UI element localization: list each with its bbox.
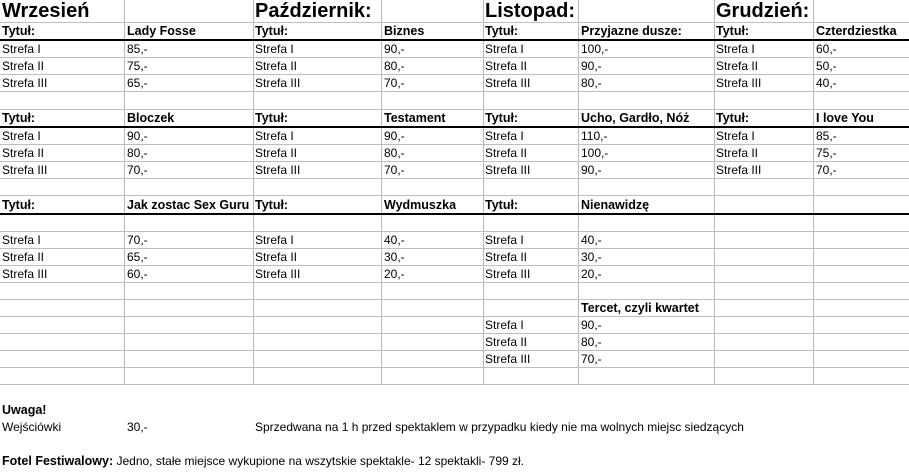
zone-label[interactable]: Strefa III: [485, 163, 531, 177]
price-cell[interactable]: 90,-: [581, 59, 602, 73]
zone-label[interactable]: Strefa III: [716, 163, 762, 177]
zone-label[interactable]: Strefa III: [485, 76, 531, 90]
zone-label[interactable]: Strefa II: [2, 146, 45, 160]
price-cell[interactable]: 85,-: [816, 129, 837, 143]
zone-label[interactable]: Strefa III: [255, 163, 301, 177]
zone-label[interactable]: Strefa II: [485, 335, 528, 349]
price-cell[interactable]: 90,-: [384, 129, 405, 143]
price-cell[interactable]: 20,-: [384, 267, 405, 281]
gridline: [0, 178, 909, 179]
zone-label[interactable]: Strefa III: [255, 76, 301, 90]
month-header-december[interactable]: Grudzień:: [716, 0, 810, 22]
show-title[interactable]: Tercet, czyli kwartet: [581, 301, 699, 315]
price-cell[interactable]: 30,-: [581, 250, 602, 264]
price-cell[interactable]: 80,-: [384, 59, 405, 73]
price-cell[interactable]: 40,-: [581, 233, 602, 247]
gridline: [0, 195, 909, 196]
zone-label[interactable]: Strefa III: [716, 76, 762, 90]
price-cell[interactable]: 110,-: [581, 129, 608, 143]
price-cell[interactable]: 80,-: [127, 146, 148, 160]
zone-label[interactable]: Strefa III: [255, 267, 301, 281]
title-label[interactable]: Tytuł:: [255, 111, 289, 125]
zone-label[interactable]: Strefa II: [255, 59, 298, 73]
notice-heading[interactable]: Uwaga!: [2, 403, 47, 417]
gridline: [0, 333, 909, 334]
price-cell[interactable]: 90,-: [581, 163, 602, 177]
zone-label[interactable]: Strefa III: [2, 163, 48, 177]
price-cell[interactable]: 50,-: [816, 59, 837, 73]
price-cell[interactable]: 40,-: [816, 76, 837, 90]
zone-label[interactable]: Strefa I: [2, 129, 41, 143]
title-label[interactable]: Tytuł:: [716, 24, 750, 38]
price-cell[interactable]: 70,-: [816, 163, 837, 177]
price-cell[interactable]: 85,-: [127, 42, 148, 56]
month-header-october[interactable]: Październik:: [255, 0, 372, 22]
zone-label[interactable]: Strefa II: [716, 146, 759, 160]
title-label[interactable]: Tytuł:: [2, 198, 36, 212]
zone-label[interactable]: Strefa I: [485, 129, 524, 143]
gridline: [0, 384, 909, 385]
zone-label[interactable]: Strefa III: [2, 76, 48, 90]
price-cell[interactable]: 80,-: [581, 335, 602, 349]
ticket-price[interactable]: 30,-: [127, 420, 148, 434]
zone-label[interactable]: Strefa II: [255, 250, 298, 264]
festival-seat-label: Fotel Festiwalowy:: [2, 454, 114, 468]
price-cell[interactable]: 75,-: [127, 59, 148, 73]
title-label[interactable]: Tytuł:: [716, 111, 750, 125]
zone-label[interactable]: Strefa II: [2, 250, 45, 264]
title-label[interactable]: Tytuł:: [255, 198, 289, 212]
zone-label[interactable]: Strefa I: [716, 42, 755, 56]
price-cell[interactable]: 70,-: [127, 233, 148, 247]
price-cell[interactable]: 20,-: [581, 267, 602, 281]
title-label[interactable]: Tytuł:: [2, 111, 36, 125]
price-cell[interactable]: 100,-: [581, 42, 609, 56]
show-title[interactable]: Przyjazne dusze:: [581, 24, 682, 38]
gridline: [0, 367, 909, 368]
zone-label[interactable]: Strefa II: [485, 250, 528, 264]
price-cell[interactable]: 65,-: [127, 76, 148, 90]
title-label[interactable]: Tytuł:: [485, 24, 519, 38]
ticket-description[interactable]: Sprzedwana na 1 h przed spektaklem w przypadku kiedy nie ma wolnych miejsc siedzących: [255, 420, 744, 434]
show-title[interactable]: Ucho, Gardło, Nóż: [581, 111, 690, 125]
show-title[interactable]: Wydmuszka: [384, 198, 457, 212]
title-label[interactable]: Tytuł:: [255, 24, 289, 38]
festival-seat-note[interactable]: [0, 453, 909, 469]
title-label[interactable]: Tytuł:: [2, 24, 36, 38]
title-label[interactable]: Tytuł:: [485, 111, 519, 125]
zone-label[interactable]: Strefa III: [2, 267, 48, 281]
zone-label[interactable]: Strefa II: [255, 146, 298, 160]
gridline: [0, 350, 909, 351]
festival-seat-description: Jedno, stałe miejsce wykupione na wszytskie spektakle- 12 spektakli- 799 zł.: [113, 454, 524, 468]
price-cell[interactable]: 70,-: [127, 163, 148, 177]
show-title[interactable]: Biznes: [384, 24, 425, 38]
zone-label[interactable]: Strefa I: [255, 233, 294, 247]
price-cell[interactable]: 70,-: [384, 163, 405, 177]
price-cell[interactable]: 80,-: [384, 146, 405, 160]
zone-label[interactable]: Strefa III: [485, 267, 531, 281]
zone-label[interactable]: Strefa I: [485, 233, 524, 247]
price-cell[interactable]: 60,-: [127, 267, 148, 281]
price-cell[interactable]: 70,-: [581, 352, 602, 366]
zone-label[interactable]: Strefa I: [2, 233, 41, 247]
price-cell[interactable]: 60,-: [816, 42, 837, 56]
gridline: [0, 316, 909, 317]
zone-label[interactable]: Strefa I: [2, 42, 41, 56]
price-cell[interactable]: 100,-: [581, 146, 609, 160]
zone-label[interactable]: Strefa I: [255, 42, 294, 56]
price-cell[interactable]: 70,-: [384, 76, 405, 90]
zone-label[interactable]: Strefa I: [485, 318, 524, 332]
price-cell[interactable]: 90,-: [581, 318, 602, 332]
zone-label[interactable]: Strefa I: [716, 129, 755, 143]
price-cell[interactable]: 40,-: [384, 233, 405, 247]
show-title[interactable]: I love You: [816, 111, 874, 125]
price-cell[interactable]: 65,-: [127, 250, 148, 264]
gridline: [0, 91, 909, 92]
zone-label[interactable]: Strefa III: [485, 352, 531, 366]
zone-label[interactable]: Strefa II: [716, 59, 759, 73]
zone-label[interactable]: Strefa II: [2, 59, 45, 73]
price-cell[interactable]: 90,-: [127, 129, 148, 143]
title-label[interactable]: Tytuł:: [485, 198, 519, 212]
gridline: [0, 299, 909, 300]
show-title[interactable]: Czterdziestka: [816, 24, 897, 38]
zone-label[interactable]: Strefa II: [485, 59, 528, 73]
month-header-september[interactable]: Wrzesień: [2, 0, 90, 22]
price-cell[interactable]: 90,-: [384, 42, 405, 56]
section-border: [0, 213, 909, 215]
zone-label[interactable]: Strefa I: [485, 42, 524, 56]
month-header-november[interactable]: Listopad:: [485, 0, 575, 22]
zone-label[interactable]: Strefa II: [485, 146, 528, 160]
show-title[interactable]: Lady Fosse: [127, 24, 196, 38]
price-cell[interactable]: 30,-: [384, 250, 405, 264]
show-title[interactable]: Nienawidzę: [581, 198, 650, 212]
show-title[interactable]: Jak zostac Sex Guru: [127, 198, 250, 212]
price-cell[interactable]: 80,-: [581, 76, 602, 90]
price-cell[interactable]: 75,-: [816, 146, 837, 160]
gridline: [0, 282, 909, 283]
ticket-type-label[interactable]: Wejściówki: [2, 420, 62, 434]
show-title[interactable]: Bloczek: [127, 111, 175, 125]
show-title[interactable]: Testament: [384, 111, 446, 125]
zone-label[interactable]: Strefa I: [255, 129, 294, 143]
